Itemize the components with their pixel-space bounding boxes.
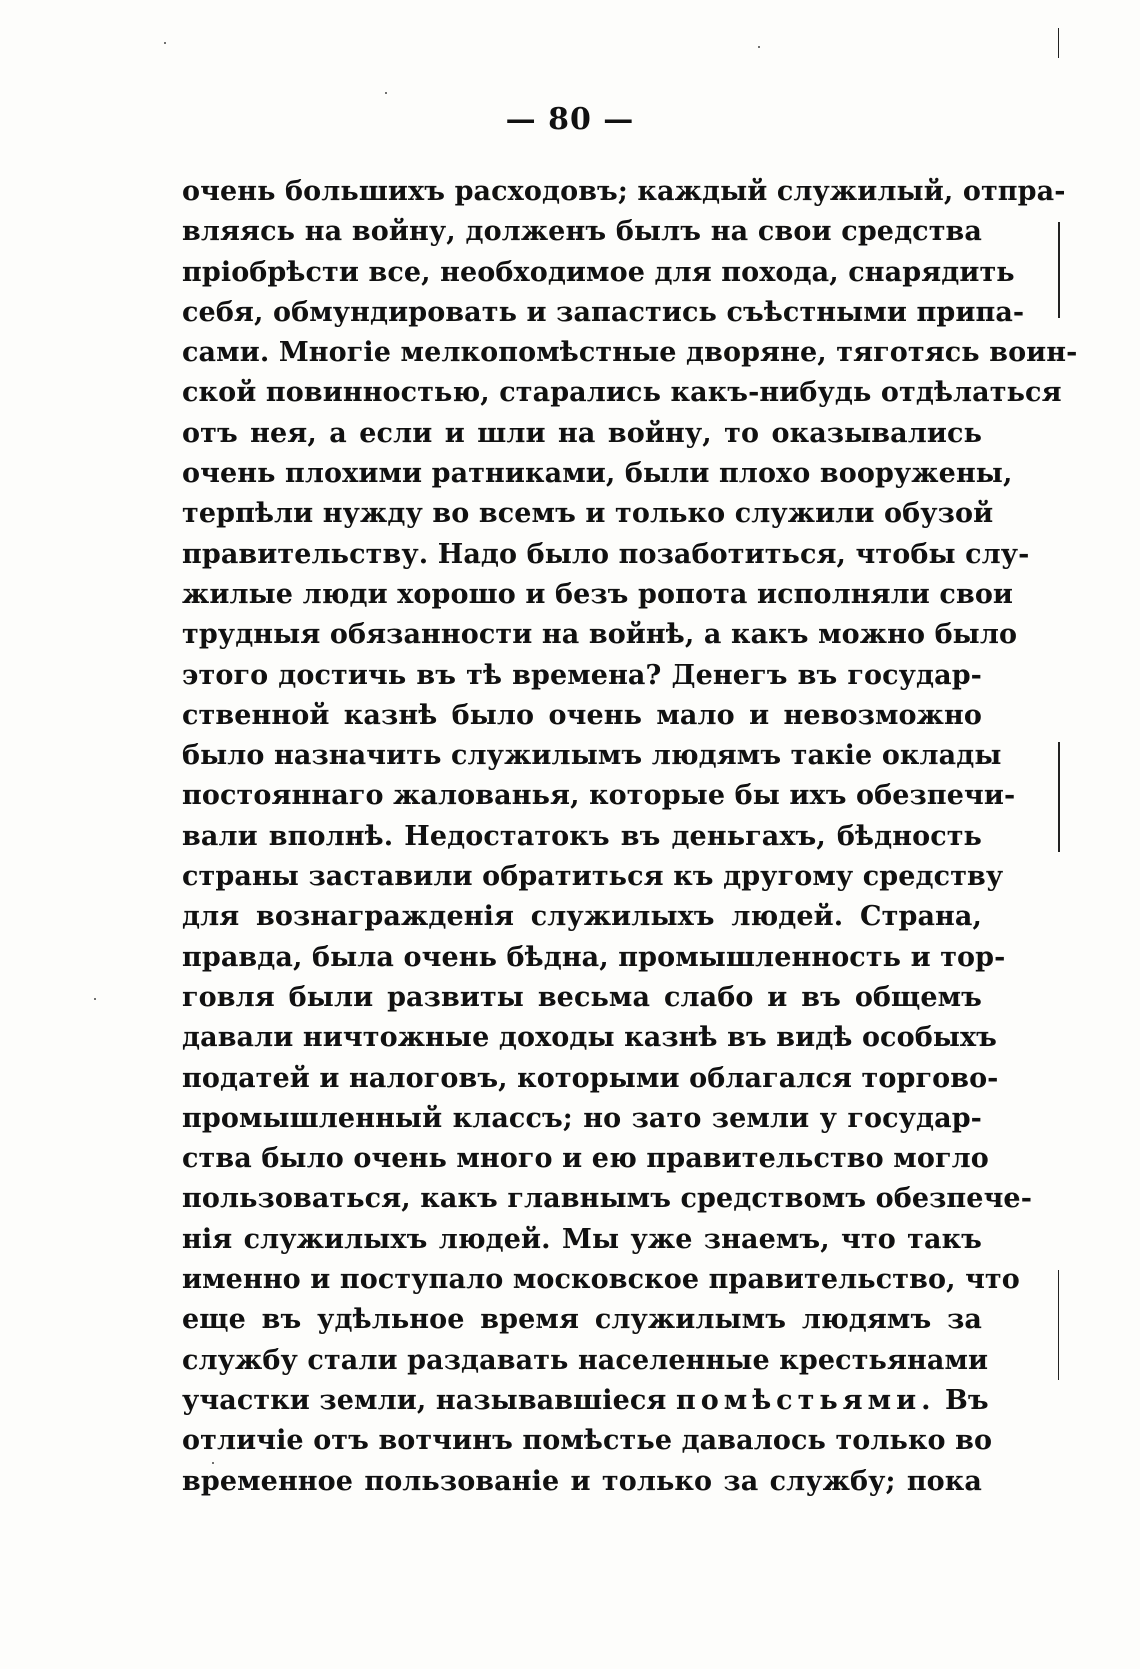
- scan-speck: [164, 42, 166, 44]
- scan-margin-mark: [1058, 28, 1059, 58]
- text-line: себя, обмундировать и запастись съѣстными припа-: [182, 296, 1025, 328]
- text-line: еще въ удѣльное время служилымъ людямъ за: [182, 1304, 982, 1336]
- scan-speck: [385, 92, 387, 94]
- scan-speck: [94, 998, 96, 1000]
- text-line: было назначить служилымъ людямъ такіе оклады: [182, 740, 1002, 772]
- page-number: — 80 —: [505, 102, 635, 137]
- text-line: страны заставили обратиться къ другому средству: [182, 861, 1004, 893]
- text-line: пріобрѣсти все, необходимое для похода, снарядить: [182, 256, 1015, 288]
- text-line: сами. Многіе мелкопомѣстные дворяне, тяготясь воин-: [182, 337, 1078, 369]
- text-line: постояннаго жалованья, которые бы ихъ обезпечи-: [182, 780, 1016, 812]
- text-line: податей и налоговъ, которыми облагался торгово-: [182, 1062, 999, 1094]
- text-segment: участки земли, называвшіеся: [182, 1384, 667, 1416]
- text-segment: Въ: [945, 1384, 989, 1416]
- text-line: именно и поступало московское правительство, что: [182, 1264, 1020, 1296]
- text-line: правда, была очень бѣдна, промышленность и тор-: [182, 941, 1006, 973]
- text-line: ственной казнѣ было очень мало и невозможно: [182, 699, 982, 731]
- emphasized-term: помѣстьями.: [675, 1384, 936, 1416]
- text-line: правительству. Надо было позаботиться, чтобы слу-: [182, 538, 1030, 570]
- text-line: терпѣли нужду во всемъ и только служили обузой: [182, 498, 994, 530]
- body-text: [182, 172, 1078, 1502]
- text-line: вали вполнѣ. Недостатокъ въ деньгахъ, бѣдность: [182, 820, 982, 852]
- scan-speck: [212, 1462, 214, 1464]
- text-line: давали ничтожные доходы казнѣ въ видѣ особыхъ: [182, 1022, 997, 1054]
- text-line: для вознагражденія служилыхъ людей. Страна,: [182, 901, 982, 933]
- text-line: жилые люди хорошо и безъ ропота исполняли свои: [182, 578, 1014, 610]
- text-line: отличіе отъ вотчинъ помѣстье давалось только во: [182, 1425, 993, 1457]
- text-line: пользоваться, какъ главнымъ средствомъ обезпече-: [182, 1183, 1033, 1215]
- text-line: ской повинностью, старались какъ-нибудь отдѣлаться: [182, 377, 1062, 409]
- text-line: ства было очень много и ею правительство могло: [182, 1143, 989, 1175]
- text-line: трудныя обязанности на войнѣ, а какъ можно было: [182, 619, 1018, 651]
- text-line: промышленный классъ; но зато земли у государ-: [182, 1102, 982, 1134]
- scan-speck: [758, 46, 760, 48]
- text-line: вляясь на войну, долженъ былъ на свои средства: [182, 216, 982, 248]
- text-line: очень плохими ратниками, были плохо вооружены,: [182, 458, 1013, 490]
- text-line: [182, 1381, 989, 1421]
- text-line: говля были развиты весьма слабо и въ общемъ: [182, 981, 982, 1013]
- text-line: этого достичь въ тѣ времена? Денегъ въ государ-: [182, 659, 982, 691]
- text-line: нія служилыхъ людей. Мы уже знаемъ, что такъ: [182, 1223, 982, 1255]
- scan-margin-mark: [1058, 222, 1060, 318]
- scan-margin-mark: [1058, 742, 1060, 852]
- text-line: службу стали раздавать населенные крестьянами: [182, 1344, 989, 1376]
- text-line: очень большихъ расходовъ; каждый служилый, отпра-: [182, 176, 1066, 207]
- text-line: временное пользованіе и только за службу; пока: [182, 1465, 982, 1497]
- text-line: отъ нея, а если и шли на войну, то оказывались: [182, 417, 982, 449]
- scan-margin-mark: [1058, 1270, 1059, 1380]
